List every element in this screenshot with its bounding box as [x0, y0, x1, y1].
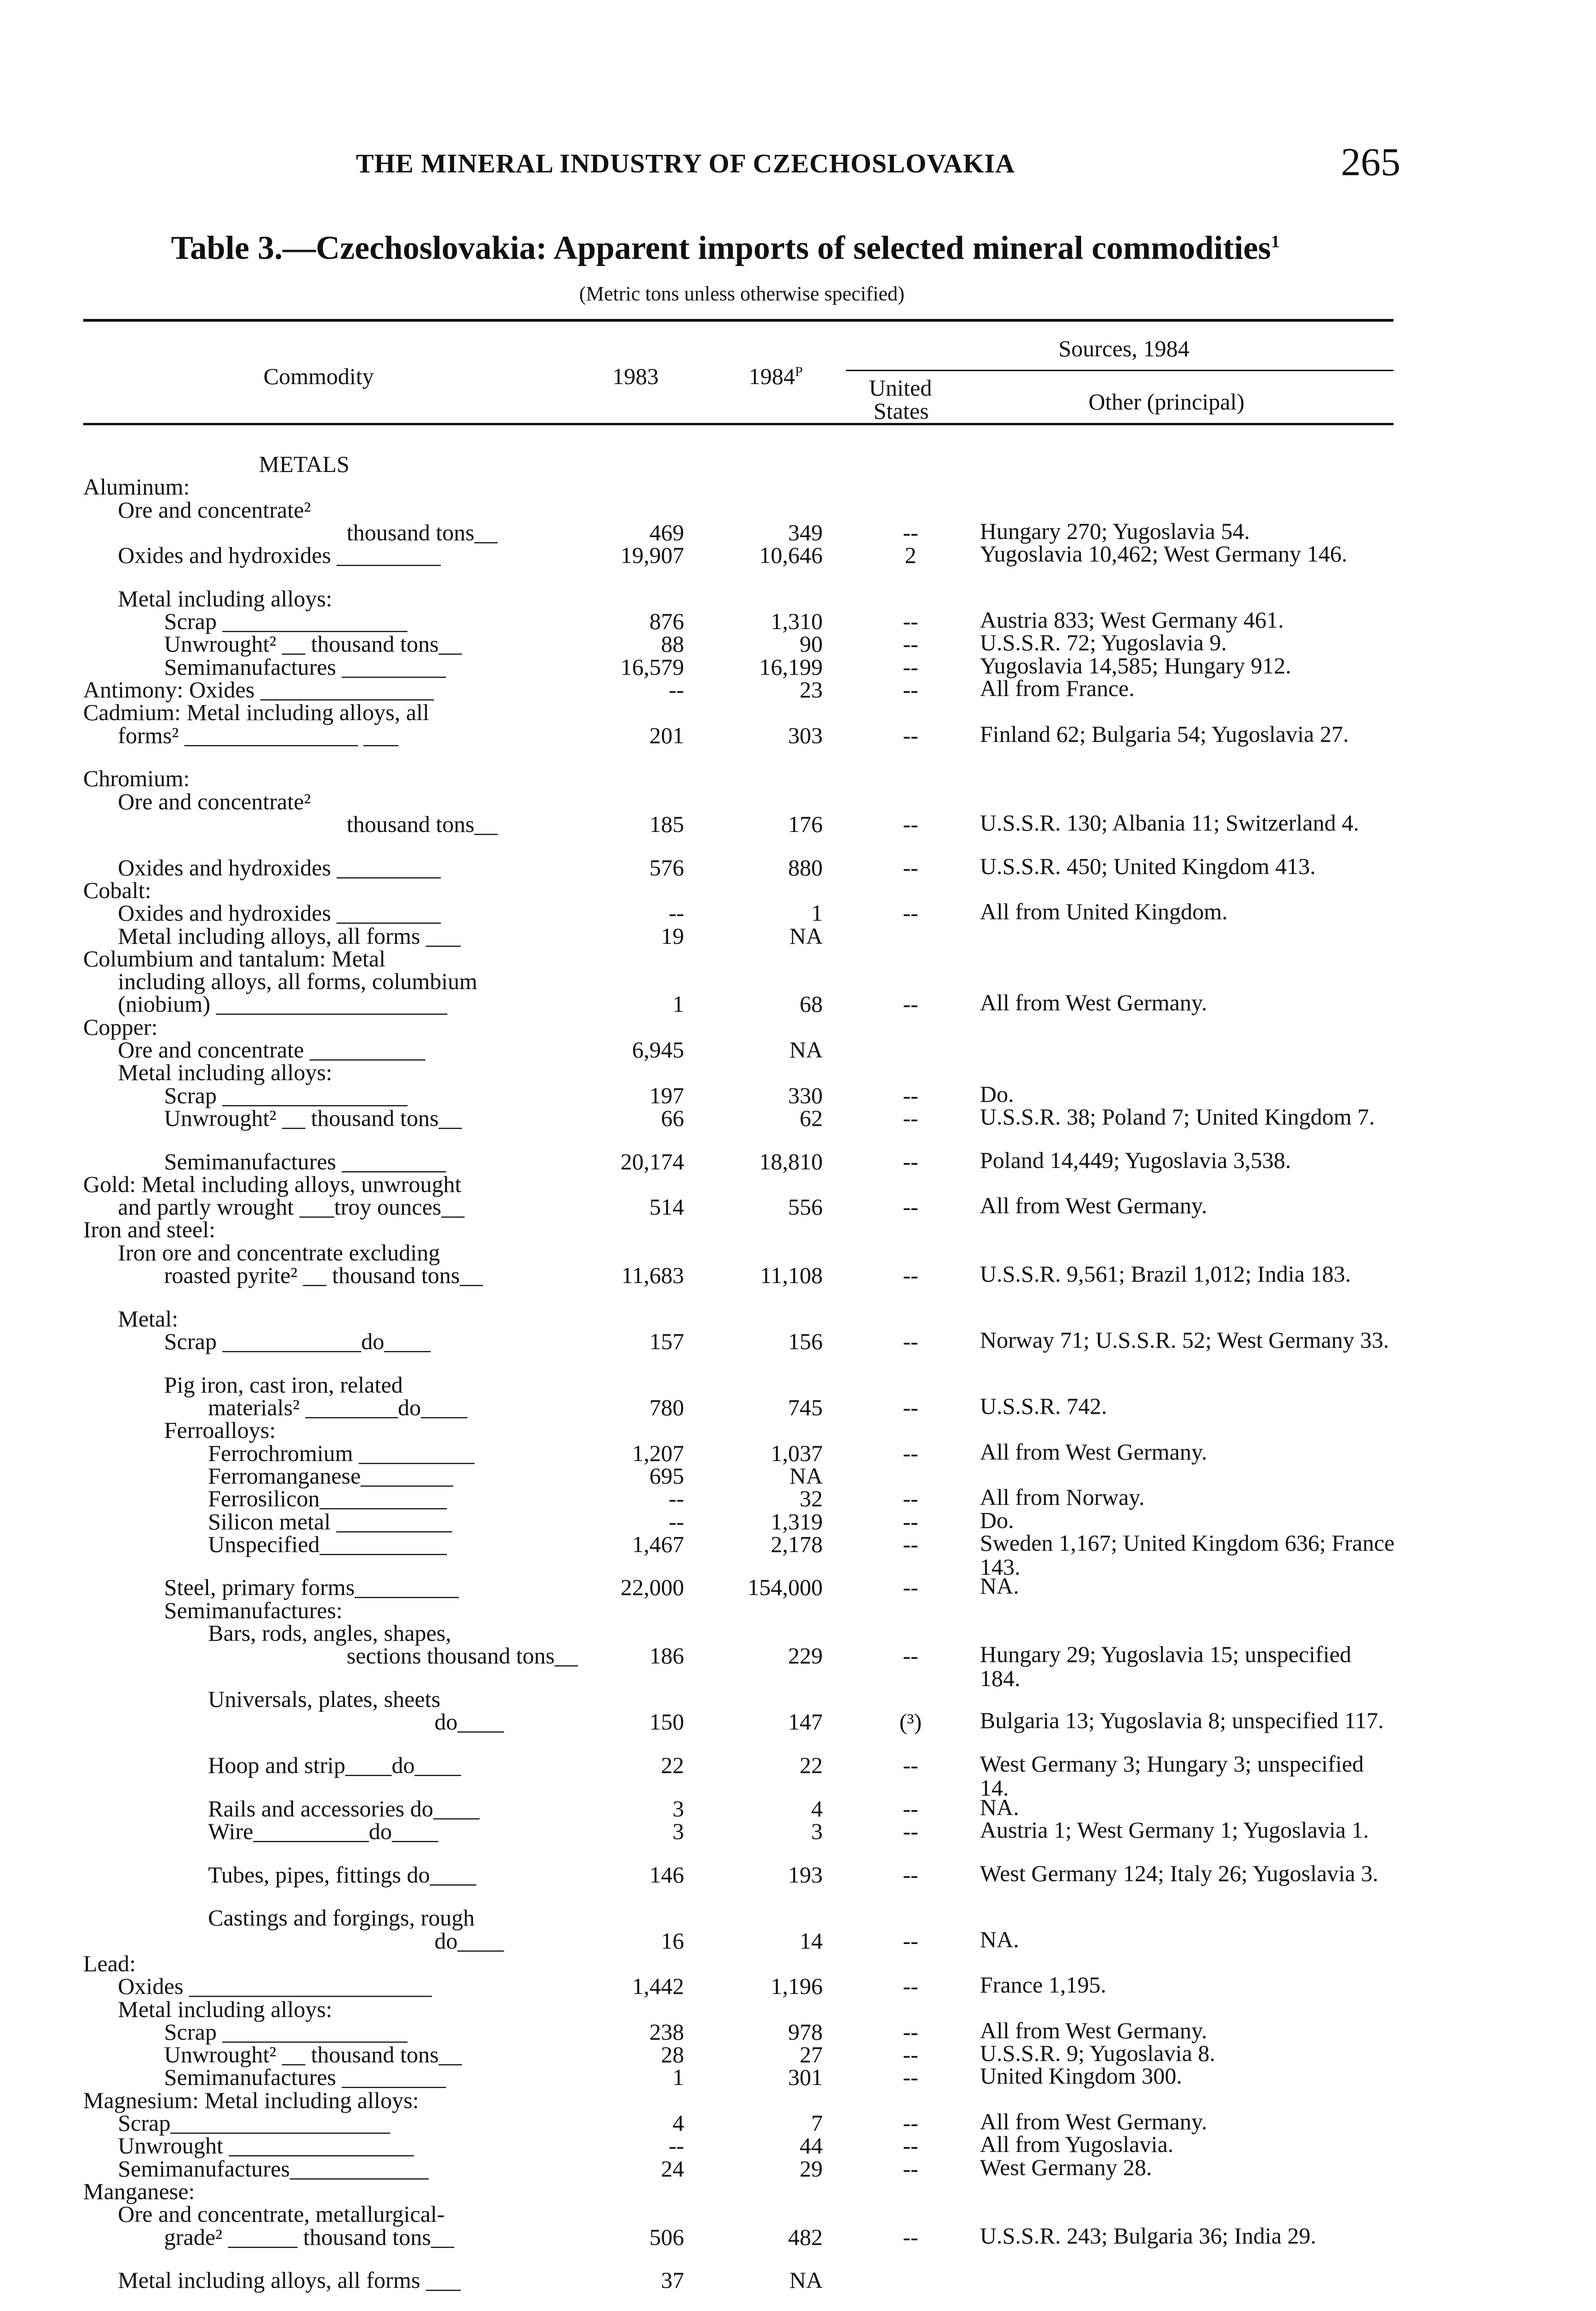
value-1983: 876 [649, 608, 684, 635]
value-us: 2 [905, 542, 917, 569]
value-us: -- [903, 900, 918, 926]
value-1983: 22,000 [620, 1574, 684, 1601]
other-sources: Austria 1; West Germany 1; Yugoslavia 1. [980, 1817, 1369, 1843]
value-1983: 1,207 [632, 1440, 684, 1466]
value-us: -- [903, 1861, 918, 1888]
other-sources: All from Yugoslavia. [980, 2131, 1174, 2158]
value-1983: 16,579 [620, 654, 684, 680]
commodity-label: Castings and forgings, rough [208, 1905, 475, 1931]
commodity-label: materials² ________do____ [208, 1394, 467, 1421]
other-sources: All from West Germany. [980, 2017, 1207, 2043]
value-1984: 156 [788, 1328, 823, 1355]
value-1983: 201 [649, 722, 684, 748]
commodity-label: Unwrought² __ thousand tons__ [164, 1105, 462, 1131]
value-us: -- [903, 991, 918, 1017]
commodity-label: Semimanufactures _________ [164, 2064, 446, 2091]
commodity-label: Aluminum: [83, 474, 190, 500]
value-1983: 185 [649, 811, 684, 837]
commodity-label: Ore and concentrate² [118, 788, 311, 814]
commodity-label: Scrap ________________ [164, 608, 408, 635]
col-1984-label: 1984 [749, 363, 795, 389]
value-1984: 11,108 [760, 1262, 823, 1289]
other-sources: All from Norway. [980, 1484, 1145, 1510]
commodity-label: Oxides and hydroxides _________ [118, 900, 441, 926]
value-1983: 19,907 [620, 542, 684, 569]
commodity-label: Oxides and hydroxides _________ [118, 542, 441, 569]
value-us: -- [903, 1194, 918, 1220]
value-1983: 3 [673, 1795, 684, 1822]
commodity-label: Ferroalloys: [164, 1417, 276, 1443]
value-1983: 1,467 [632, 1531, 684, 1557]
value-1984: 16,199 [759, 654, 823, 680]
value-1983: 66 [661, 1105, 684, 1131]
other-sources: United Kingdom 300. [980, 2063, 1182, 2089]
commodity-label: Iron and steel: [83, 1217, 216, 1243]
commodity-label: do____ [434, 1927, 504, 1954]
value-1984: 556 [788, 1194, 823, 1220]
value-1984: 229 [788, 1643, 823, 1669]
value-1984: 1,037 [770, 1440, 823, 1466]
commodity-label: Ferrochromium __________ [208, 1440, 475, 1466]
commodity-label: Tubes, pipes, fittings do____ [208, 1861, 477, 1888]
commodity-label: Oxides _____________________ [118, 1973, 432, 1999]
commodity-label: Columbium and tantalum: Metal [83, 945, 386, 972]
top-rule [83, 319, 1394, 322]
value-1984: 745 [788, 1394, 823, 1421]
commodity-label: grade² ______ thousand tons__ [164, 2224, 454, 2250]
value-1983: 1 [673, 2064, 684, 2091]
other-sources: U.S.S.R. 9; Yugoslavia 8. [980, 2040, 1216, 2066]
value-us: -- [903, 1531, 918, 1557]
value-1984: 482 [788, 2224, 823, 2250]
col-commodity: Commodity [263, 363, 374, 389]
value-us: -- [903, 2133, 918, 2159]
page-header [83, 139, 1400, 190]
col-1984-prelim-mark: P [795, 364, 803, 379]
commodity-label: Metal: [118, 1305, 178, 1332]
value-us: -- [903, 722, 918, 748]
other-sources: All from West Germany. [980, 1192, 1207, 1219]
value-1984: 330 [788, 1082, 823, 1108]
value-1983: 3 [673, 1818, 684, 1844]
commodity-label: Scrap ________________ [164, 1082, 408, 1108]
value-1984: 23 [800, 677, 823, 703]
value-us: -- [903, 1574, 918, 1601]
other-sources: All from West Germany. [980, 2109, 1207, 2135]
sources-rule [846, 370, 1394, 371]
value-us: -- [903, 608, 918, 635]
value-us: (³) [899, 1709, 922, 1735]
commodity-label: Oxides and hydroxides _________ [118, 854, 441, 880]
other-sources: West Germany 3; Hungary 3; unspecified 14. [980, 1751, 1364, 1801]
value-1983: 780 [649, 1394, 684, 1421]
other-sources: U.S.S.R. 130; Albania 11; Switzerland 4. [980, 809, 1359, 836]
value-us: -- [903, 1752, 918, 1779]
value-1984: 176 [788, 811, 823, 837]
value-us: -- [903, 2110, 918, 2136]
value-us: -- [903, 1486, 918, 1512]
commodity-label: Ore and concentrate² [118, 496, 311, 523]
value-us: -- [903, 654, 918, 680]
value-us: -- [903, 1973, 918, 1999]
other-sources: Austria 833; West Germany 461. [980, 607, 1284, 633]
commodity-label: Semimanufactures: [164, 1597, 342, 1623]
value-1984: 1,319 [770, 1508, 823, 1535]
commodity-label: Antimony: Oxides _______________ [83, 677, 434, 703]
other-sources: U.S.S.R. 450; United Kingdom 413. [980, 853, 1316, 879]
value-1984: NA [789, 923, 823, 949]
commodity-label: (niobium) ____________________ [118, 991, 447, 1017]
value-1984: 3 [811, 1818, 823, 1844]
value-us: -- [903, 1440, 918, 1466]
other-sources: West Germany 28. [980, 2154, 1152, 2180]
commodity-label: Pig iron, cast iron, related [164, 1371, 403, 1398]
commodity-label: Semimanufactures _________ [164, 1148, 446, 1174]
value-1983: 37 [661, 2267, 684, 2293]
value-1983: 1,442 [632, 1973, 684, 1999]
commodity-label: Scrap ________________ [164, 2018, 408, 2045]
other-sources: Yugoslavia 14,585; Hungary 912. [980, 652, 1291, 679]
commodity-label: sections thousand tons__ [347, 1643, 578, 1669]
value-us: -- [903, 1328, 918, 1355]
value-1984: 7 [811, 2110, 823, 2136]
value-1983: -- [668, 677, 684, 703]
value-1983: 1 [673, 991, 684, 1017]
commodity-label: Ore and concentrate, metallurgical- [118, 2201, 445, 2227]
commodity-label: Chromium: [83, 765, 190, 792]
other-sources: Sweden 1,167; United Kingdom 636; France 143. [980, 1529, 1395, 1580]
commodity-label: roasted pyrite² __ thousand tons__ [164, 1262, 483, 1289]
value-us: -- [903, 1262, 918, 1289]
page-number: 265 [1341, 140, 1400, 184]
value-1984: NA [789, 1462, 823, 1489]
value-us: -- [903, 1818, 918, 1844]
col-1984 [749, 363, 803, 390]
value-1983: 28 [661, 2042, 684, 2068]
value-us: -- [903, 1148, 918, 1174]
value-1983: 157 [649, 1328, 684, 1355]
value-1983: -- [668, 2133, 684, 2159]
other-sources: U.S.S.R. 243; Bulgaria 36; India 29. [980, 2222, 1316, 2249]
other-sources: U.S.S.R. 72; Yugoslavia 9. [980, 630, 1227, 656]
value-1984: 4 [811, 1795, 823, 1822]
commodity-label: Gold: Metal including alloys, unwrought [83, 1171, 461, 1197]
other-sources: Do. [980, 1081, 1014, 1107]
other-sources: Poland 14,449; Yugoslavia 3,538. [980, 1147, 1291, 1173]
commodity-label: Ferrosilicon___________ [208, 1486, 447, 1512]
commodity-label: do____ [434, 1709, 504, 1735]
commodity-label: Iron ore and concentrate excluding [118, 1239, 440, 1266]
value-1983: 20,174 [620, 1148, 684, 1174]
value-us: -- [903, 2042, 918, 2068]
value-1984: 29 [800, 2155, 823, 2182]
value-1984: 18,810 [759, 1148, 823, 1174]
value-1984: 44 [800, 2133, 823, 2159]
value-1983: 146 [649, 1861, 684, 1888]
other-sources: France 1,195. [980, 1972, 1107, 1998]
commodity-label: Bars, rods, angles, shapes, [208, 1620, 452, 1646]
value-1983: -- [668, 1508, 684, 1535]
table-subtitle: (Metric tons unless otherwise specified) [579, 282, 905, 305]
value-us: -- [903, 1927, 918, 1954]
title-footnote-mark: 1 [1271, 232, 1280, 251]
commodity-label: Hoop and strip____do____ [208, 1752, 461, 1779]
value-1983: 19 [661, 923, 684, 949]
value-us: -- [903, 811, 918, 837]
col-1983: 1983 [612, 363, 659, 389]
other-sources: U.S.S.R. 742. [980, 1393, 1107, 1419]
commodity-label: Ferromanganese________ [208, 1462, 453, 1489]
commodity-label: Magnesium: Metal including alloys: [83, 2087, 419, 2113]
other-sources: U.S.S.R. 38; Poland 7; United Kingdom 7. [980, 1103, 1375, 1130]
other-sources: U.S.S.R. 9,561; Brazil 1,012; India 183. [980, 1261, 1351, 1287]
other-sources: Yugoslavia 10,462; West Germany 146. [980, 541, 1347, 567]
value-1983: -- [668, 1486, 684, 1512]
value-1984: 1,310 [770, 608, 823, 635]
value-1984: NA [789, 1037, 823, 1063]
table-title [171, 229, 1280, 267]
col-us-line2: States [874, 398, 929, 424]
value-1984: 32 [800, 1486, 823, 1512]
commodity-label: Lead: [83, 1950, 136, 1976]
commodity-label: Unwrought² __ thousand tons__ [164, 2042, 462, 2068]
value-us: -- [903, 631, 918, 657]
value-us: -- [903, 1508, 918, 1535]
value-1983: -- [668, 900, 684, 926]
value-1983: 22 [661, 1752, 684, 1779]
commodity-label: Ore and concentrate __________ [118, 1037, 426, 1063]
commodity-label: Metal including alloys, all forms ___ [118, 923, 461, 949]
commodity-label: Universals, plates, sheets [208, 1686, 440, 1712]
other-sources: NA. [980, 1794, 1019, 1820]
value-1984: 303 [788, 722, 823, 748]
commodity-label: thousand tons__ [347, 519, 498, 545]
commodity-label: thousand tons__ [347, 811, 498, 837]
value-1983: 16 [661, 1927, 684, 1954]
commodity-label: Cadmium: Metal including alloys, all [83, 699, 429, 726]
value-1983: 197 [649, 1082, 684, 1108]
commodity-label: Scrap ____________do____ [164, 1328, 431, 1355]
value-1984: NA [789, 2267, 823, 2293]
commodity-label: including alloys, all forms, columbium [118, 968, 477, 995]
commodity-label: METALS [259, 451, 349, 477]
commodity-label: Unspecified___________ [208, 1531, 447, 1557]
value-1984: 10,646 [759, 542, 823, 569]
value-1984: 880 [788, 854, 823, 880]
value-us: -- [903, 2064, 918, 2091]
value-us: -- [903, 1082, 918, 1108]
value-us: -- [903, 1394, 918, 1421]
other-sources: Finland 62; Bulgaria 54; Yugoslavia 27. [980, 721, 1349, 747]
value-1983: 469 [649, 519, 684, 545]
other-sources: West Germany 124; Italy 26; Yugoslavia 3. [980, 1860, 1379, 1886]
value-us: -- [903, 854, 918, 880]
commodity-label: Semimanufactures _________ [164, 654, 446, 680]
value-1984: 154,000 [747, 1574, 823, 1601]
value-1984: 90 [800, 631, 823, 657]
value-1984: 27 [800, 2042, 823, 2068]
value-1983: 506 [649, 2224, 684, 2250]
other-sources: All from West Germany. [980, 1438, 1207, 1465]
commodity-label: Copper: [83, 1014, 158, 1040]
commodity-label: Manganese: [83, 2178, 195, 2204]
commodity-label: Metal including alloys: [118, 585, 332, 611]
value-1983: 576 [649, 854, 684, 880]
other-sources: All from West Germany. [980, 990, 1207, 1016]
commodity-label: Metal including alloys: [118, 1059, 332, 1086]
table-title-text: Table 3.—Czechoslovakia: Apparent imports of selected mineral commodities [171, 229, 1271, 266]
commodity-label: Cobalt: [83, 877, 152, 903]
col-other: Other (principal) [1088, 389, 1245, 415]
other-sources: Norway 71; U.S.S.R. 52; West Germany 33. [980, 1327, 1389, 1353]
value-us: -- [903, 1105, 918, 1131]
commodity-label: forms² _______________ ___ [118, 722, 398, 748]
value-us: -- [903, 2018, 918, 2045]
other-sources: Bulgaria 13; Yugoslavia 8; unspecified 117. [980, 1707, 1384, 1734]
value-1984: 2,178 [770, 1531, 823, 1557]
commodity-label: Steel, primary forms_________ [164, 1574, 459, 1601]
value-1984: 1,196 [770, 1973, 823, 1999]
commodity-label: and partly wrought ___troy ounces__ [118, 1194, 465, 1220]
commodity-label: Silicon metal __________ [208, 1508, 452, 1535]
col-us-line1: United [869, 375, 932, 401]
value-1983: 186 [649, 1643, 684, 1669]
value-1983: 4 [673, 2110, 684, 2136]
other-sources: Do. [980, 1507, 1014, 1533]
value-us: -- [903, 1643, 918, 1669]
value-1983: 6,945 [632, 1037, 684, 1063]
value-us: -- [903, 2155, 918, 2182]
value-1983: 11,683 [621, 1262, 684, 1289]
value-1984: 978 [788, 2018, 823, 2045]
other-sources: All from United Kingdom. [980, 899, 1228, 925]
commodity-label: Semimanufactures____________ [118, 2155, 429, 2182]
value-1983: 514 [649, 1194, 684, 1220]
commodity-label: Metal including alloys: [118, 1996, 332, 2022]
col-sources: Sources, 1984 [1058, 336, 1190, 361]
value-1984: 301 [788, 2064, 823, 2091]
value-us: -- [903, 2224, 918, 2250]
other-sources: All from France. [980, 675, 1135, 702]
other-sources: NA. [980, 1926, 1019, 1952]
other-sources: NA. [980, 1573, 1019, 1599]
value-1984: 1 [811, 900, 823, 926]
value-1984: 147 [788, 1709, 823, 1735]
commodity-label: Unwrought² __ thousand tons__ [164, 631, 462, 657]
commodity-label: Unwrought ________________ [118, 2133, 414, 2159]
header-bottom-rule [83, 423, 1394, 425]
value-1984: 62 [800, 1105, 823, 1131]
value-1983: 150 [649, 1709, 684, 1735]
value-us: -- [903, 677, 918, 703]
value-1983: 24 [661, 2155, 684, 2182]
value-1984: 68 [800, 991, 823, 1017]
value-1984: 349 [788, 519, 823, 545]
value-1983: 695 [649, 1462, 684, 1489]
other-sources: Hungary 270; Yugoslavia 54. [980, 518, 1250, 544]
commodity-label: Scrap___________________ [118, 2110, 390, 2136]
value-1984: 14 [800, 1927, 823, 1954]
value-us: -- [903, 519, 918, 545]
value-us: -- [903, 1795, 918, 1822]
value-1984: 22 [800, 1752, 823, 1779]
commodity-label: Wire__________do____ [208, 1818, 438, 1844]
value-1984: 193 [788, 1861, 823, 1888]
running-head: THE MINERAL INDUSTRY OF CZECHOSLOVAKIA [356, 148, 1015, 178]
commodity-label: Metal including alloys, all forms ___ [118, 2267, 461, 2293]
value-1983: 88 [661, 631, 684, 657]
other-sources: Hungary 29; Yugoslavia 15; unspecified 184. [980, 1641, 1351, 1692]
commodity-label: Rails and accessories do____ [208, 1795, 480, 1822]
value-1983: 238 [649, 2018, 684, 2045]
